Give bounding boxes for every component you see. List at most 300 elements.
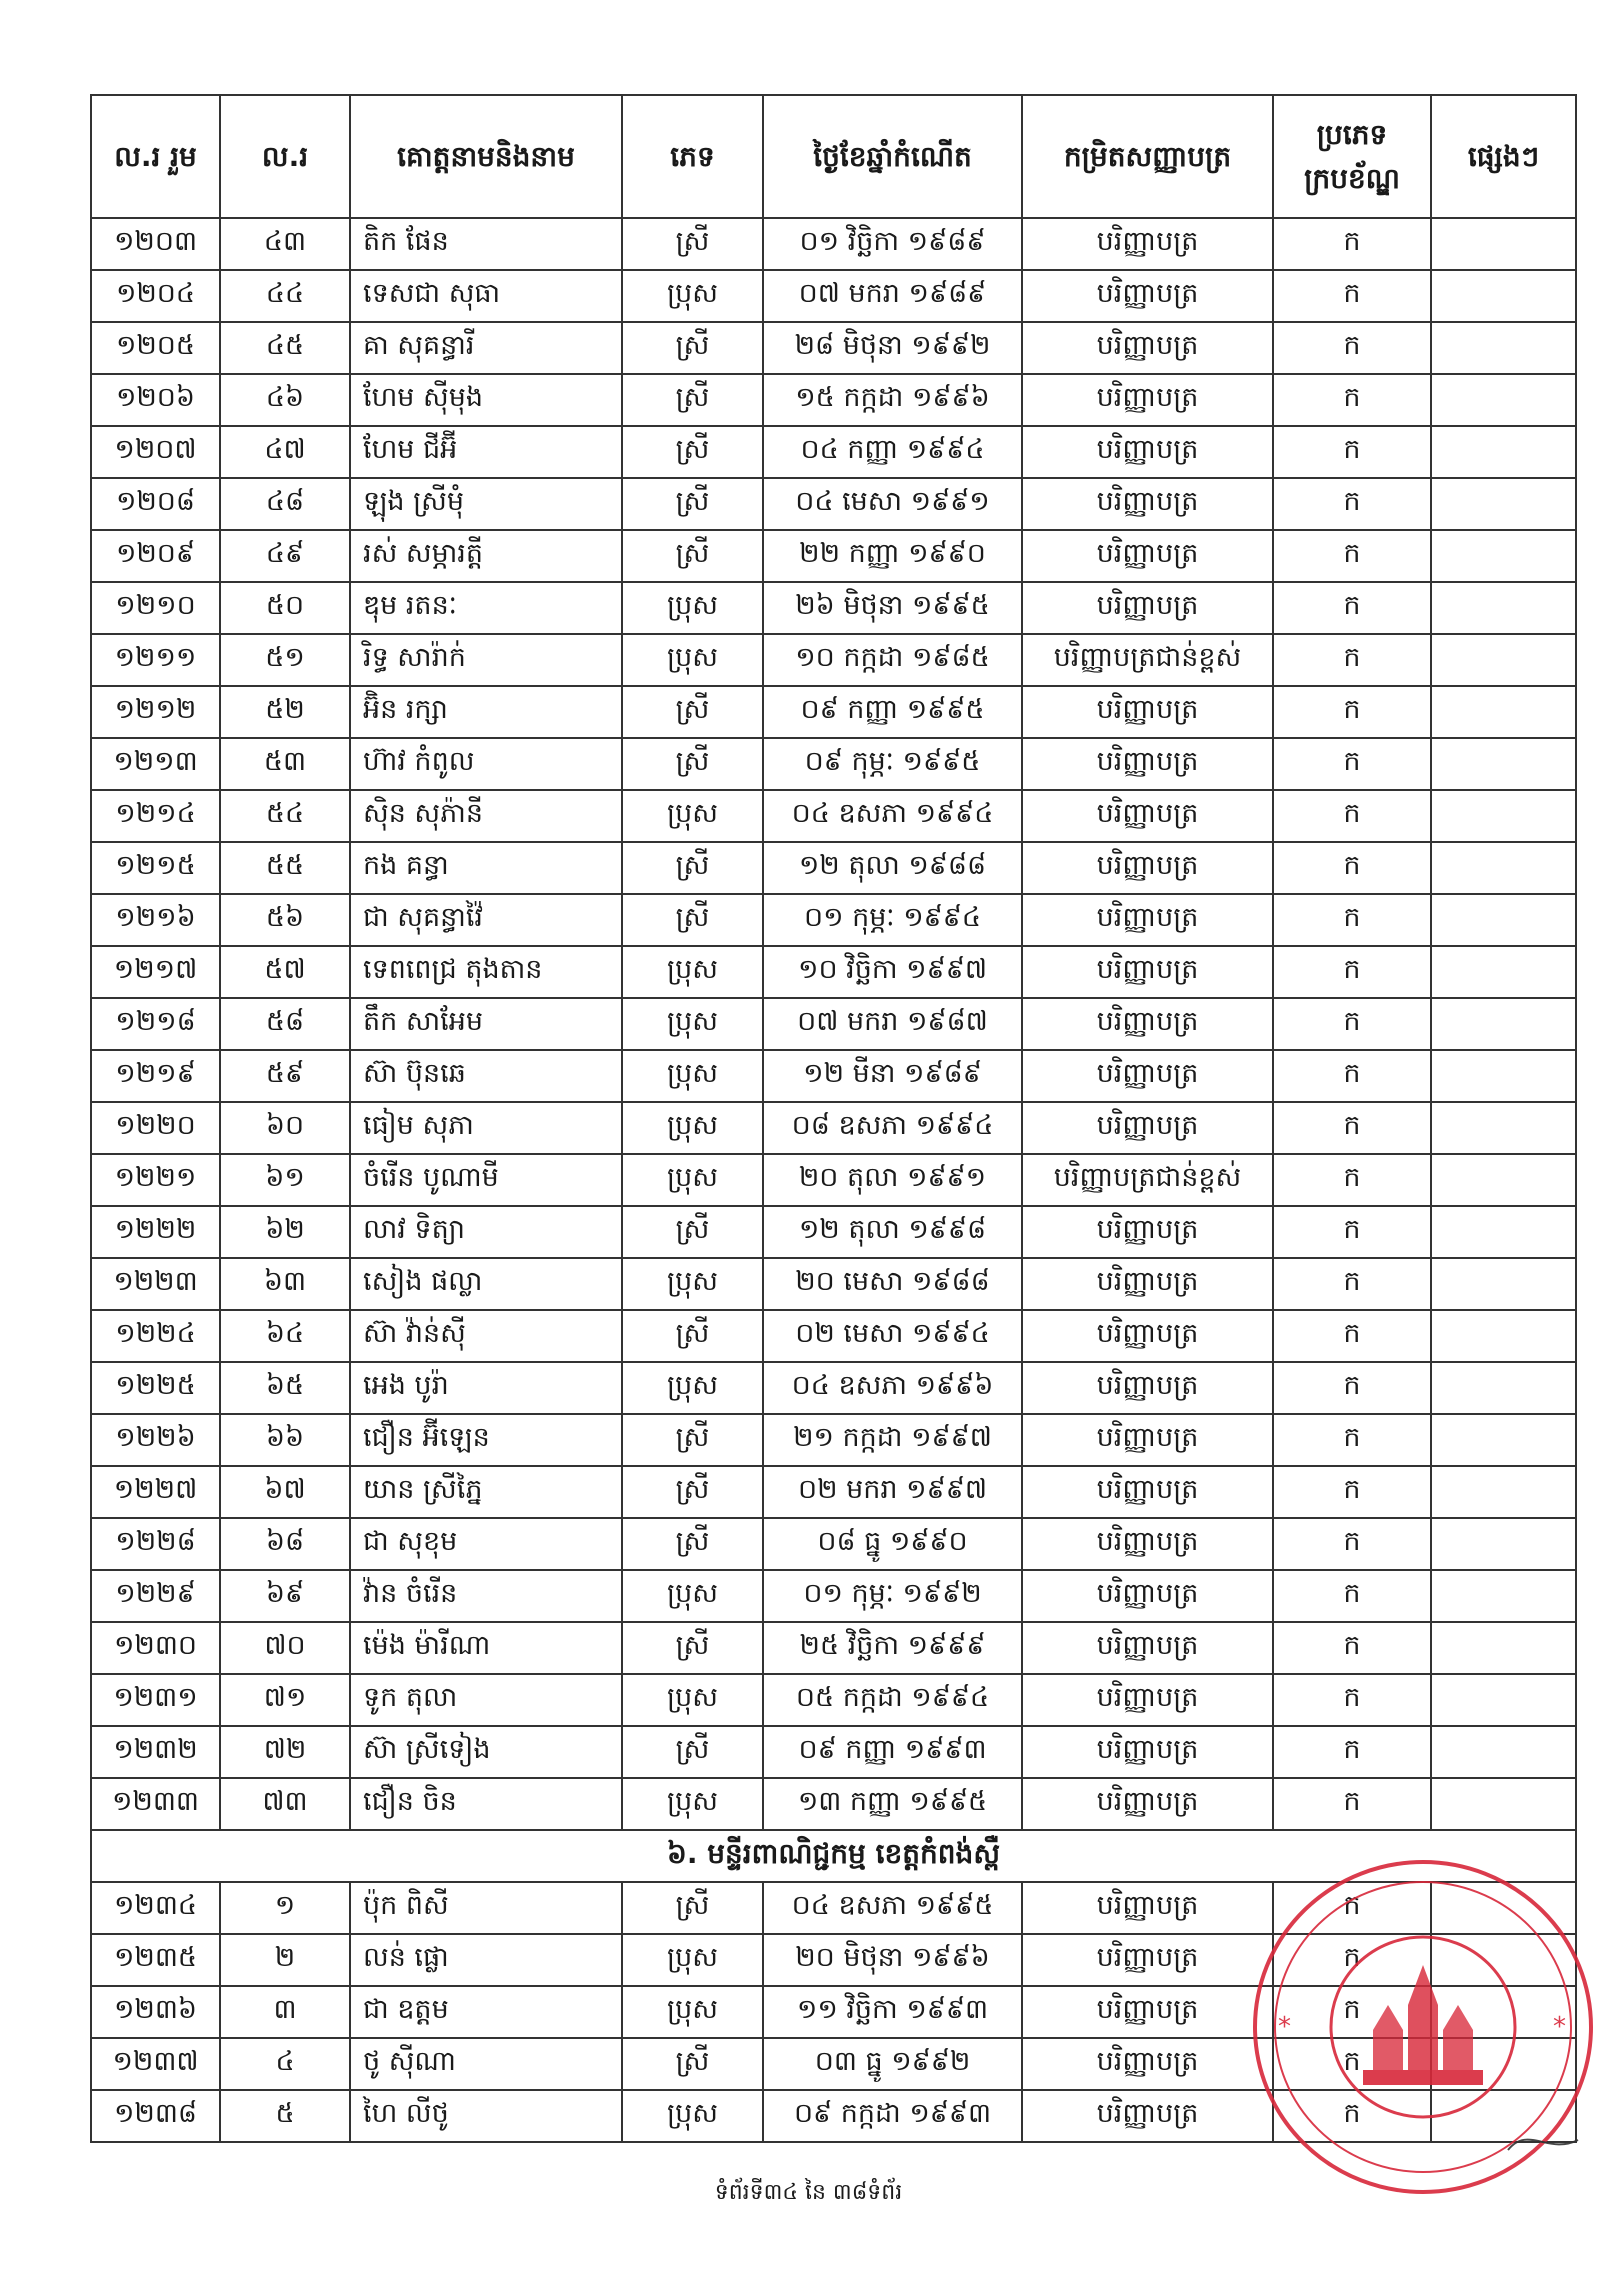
cell-gender: ប្រុស [622,790,763,842]
cell-birthdate: ០៩ កញ្ញា ១៩៩៣ [763,1726,1022,1778]
table-row [91,1466,1576,1518]
cell-degree: បរិញ្ញាបត្រ [1022,218,1273,270]
cell-gender: ប្រុស [622,1986,763,2038]
header-framework: ប្រភេទក្របខ័ណ្ឌ [1273,95,1431,218]
cell-name: ហៃ លីថូ [350,2090,622,2142]
cell-name: ស៊ា វ៉ាន់ស៊ី [350,1310,622,1362]
cell-no: ៥៧ [220,946,350,998]
table-row [91,1674,1576,1726]
cell-degree: បរិញ្ញាបត្រ [1022,1622,1273,1674]
cell-name: ស៊ា ប៊ុនឆេ [350,1050,622,1102]
table-row [91,790,1576,842]
cell-framework: ក [1273,270,1431,322]
cell-gender: ស្រី [622,1518,763,1570]
cell-birthdate: ០៤ កញ្ញា ១៩៩៤ [763,426,1022,478]
header-total-no: ល.រ រួម [91,95,220,218]
cell-other [1431,582,1576,634]
cell-other [1431,426,1576,478]
cell-birthdate: ២២ កញ្ញា ១៩៩០ [763,530,1022,582]
cell-no: ៧០ [220,1622,350,1674]
cell-degree: បរិញ្ញាបត្រ [1022,1362,1273,1414]
cell-total-no: ១២០៦ [91,374,220,426]
cell-no: ៦១ [220,1154,350,1206]
cell-gender: ស្រី [622,374,763,426]
cell-name: យាន ស្រីភ្នៃ [350,1466,622,1518]
cell-other [1431,374,1576,426]
cell-no: ៤ [220,2038,350,2090]
cell-other [1431,1258,1576,1310]
cell-degree: បរិញ្ញាបត្រ [1022,270,1273,322]
cell-degree: បរិញ្ញាបត្រ [1022,1778,1273,1830]
cell-no: ៥២ [220,686,350,738]
cell-framework: ក [1273,1310,1431,1362]
cell-no: ៦៦ [220,1414,350,1466]
cell-name: ជឿន អ៊ីឡេន [350,1414,622,1466]
cell-total-no: ១២០៤ [91,270,220,322]
table-row [91,1102,1576,1154]
cell-name: ជា សុខុម [350,1518,622,1570]
table-row [91,1206,1576,1258]
cell-gender: ប្រុស [622,2090,763,2142]
cell-gender: ប្រុស [622,634,763,686]
cell-no: ៥០ [220,582,350,634]
table-row [91,1050,1576,1102]
cell-total-no: ១២៣០ [91,1622,220,1674]
cell-total-no: ១២៣១ [91,1674,220,1726]
cell-framework: ក [1273,946,1431,998]
cell-other [1431,530,1576,582]
cell-degree: បរិញ្ញាបត្រ [1022,842,1273,894]
cell-total-no: ១២៣៧ [91,2038,220,2090]
cell-no: ៧១ [220,1674,350,1726]
cell-no: ៥៤ [220,790,350,842]
cell-total-no: ១២១២ [91,686,220,738]
cell-birthdate: ១០ វិច្ឆិកា ១៩៩៧ [763,946,1022,998]
cell-total-no: ១២១៣ [91,738,220,790]
cell-gender: ប្រុស [622,1934,763,1986]
cell-name: កង គន្ធា [350,842,622,894]
cell-birthdate: ១២ តុលា ១៩៩៨ [763,1206,1022,1258]
cell-framework: ក [1273,1570,1431,1622]
cell-birthdate: ០៤ ឧសភា ១៩៩៦ [763,1362,1022,1414]
cell-name: ម៉េង ម៉ារីណា [350,1622,622,1674]
cell-degree: បរិញ្ញាបត្រ [1022,1050,1273,1102]
cell-birthdate: ០៤ ឧសភា ១៩៩៥ [763,1882,1022,1934]
cell-framework: ក [1273,1206,1431,1258]
cell-total-no: ១២១៥ [91,842,220,894]
cell-other [1431,1518,1576,1570]
cell-birthdate: ២៦ មិថុនា ១៩៩៥ [763,582,1022,634]
cell-other [1431,1362,1576,1414]
cell-total-no: ១២២៤ [91,1310,220,1362]
cell-no: ៦០ [220,1102,350,1154]
header-birthdate: ថ្ងៃខែឆ្នាំកំណើត [763,95,1022,218]
table-row [91,686,1576,738]
cell-degree: បរិញ្ញាបត្រ [1022,1726,1273,1778]
cell-framework: ក [1273,478,1431,530]
cell-name: គា សុគន្ធារី [350,322,622,374]
cell-birthdate: ២៥ វិច្ឆិកា ១៩៩៩ [763,1622,1022,1674]
cell-framework: ក [1273,1674,1431,1726]
cell-degree: បរិញ្ញាបត្រ [1022,946,1273,998]
cell-name: ធៀម សុភា [350,1102,622,1154]
cell-degree: បរិញ្ញាបត្រ [1022,1102,1273,1154]
cell-gender: ស្រី [622,1206,763,1258]
cell-name: ឌុម រតនៈ [350,582,622,634]
cell-no: ៤៥ [220,322,350,374]
cell-gender: ប្រុស [622,946,763,998]
cell-total-no: ១២២៩ [91,1570,220,1622]
cell-no: ៦៤ [220,1310,350,1362]
cell-degree: បរិញ្ញាបត្រជាន់ខ្ពស់ [1022,1154,1273,1206]
cell-birthdate: ២០ មិថុនា ១៩៩៦ [763,1934,1022,1986]
cell-no: ៤៧ [220,426,350,478]
cell-total-no: ១២៣២ [91,1726,220,1778]
cell-gender: ប្រុស [622,1102,763,1154]
cell-birthdate: ០៨ ឧសភា ១៩៩៤ [763,1102,1022,1154]
cell-gender: ស្រី [622,1466,763,1518]
cell-gender: ប្រុស [622,1154,763,1206]
cell-name: ជឿន ចិន [350,1778,622,1830]
cell-no: ៤៦ [220,374,350,426]
cell-birthdate: ២០ មេសា ១៩៨៨ [763,1258,1022,1310]
cell-framework: ក [1273,1414,1431,1466]
cell-degree: បរិញ្ញាបត្រ [1022,1258,1273,1310]
table-row [91,426,1576,478]
cell-name: ជា សុគន្ធាវ៉ៃ [350,894,622,946]
page-footer: ទំព័រទី៣៤ នៃ ៣៨ទំព័រ [714,2180,903,2205]
cell-gender: ស្រី [622,530,763,582]
cell-framework: ក [1273,374,1431,426]
cell-no: ៥១ [220,634,350,686]
table-row [91,1258,1576,1310]
cell-degree: បរិញ្ញាបត្រ [1022,1882,1273,1934]
table-row [91,842,1576,894]
table-row [91,582,1576,634]
cell-framework: ក [1273,1518,1431,1570]
cell-other [1431,270,1576,322]
cell-total-no: ១២១៤ [91,790,220,842]
cell-no: ៥៩ [220,1050,350,1102]
cell-total-no: ១២០៨ [91,478,220,530]
table-row [91,322,1576,374]
table-row [91,1362,1576,1414]
cell-name: ជា ឧត្តម [350,1986,622,2038]
cell-name: ស៊ិន សុភ៉ានី [350,790,622,842]
cell-birthdate: ០៤ ឧសភា ១៩៩៤ [763,790,1022,842]
cell-framework: ក [1273,530,1431,582]
cell-birthdate: ០១ កុម្ភៈ ១៩៩៤ [763,894,1022,946]
cell-gender: ស្រី [622,478,763,530]
cell-gender: ស្រី [622,738,763,790]
cell-name: តឹក សាអែម [350,998,622,1050]
cell-birthdate: ០៧ មករា ១៩៨៩ [763,270,1022,322]
table-row [91,218,1576,270]
cell-total-no: ១២១០ [91,582,220,634]
cell-no: ១ [220,1882,350,1934]
cell-framework: ក [1273,1882,1431,1934]
cell-framework: ក [1273,738,1431,790]
cell-birthdate: ១០ កក្កដា ១៩៨៥ [763,634,1022,686]
cell-name: សៀង ផល្លា [350,1258,622,1310]
table-row [91,1622,1576,1674]
cell-framework: ក [1273,1102,1431,1154]
cell-gender: ប្រុស [622,582,763,634]
cell-degree: បរិញ្ញាបត្រ [1022,790,1273,842]
cell-total-no: ១២០៣ [91,218,220,270]
table-row [91,1154,1576,1206]
cell-birthdate: ០១ វិច្ឆិកា ១៩៨៩ [763,218,1022,270]
cell-no: ៦២ [220,1206,350,1258]
cell-name: រិទ្ធ សារ៉ាក់ [350,634,622,686]
cell-total-no: ១២២៣ [91,1258,220,1310]
cell-no: ៤៨ [220,478,350,530]
cell-total-no: ១២១១ [91,634,220,686]
table-row [91,946,1576,998]
cell-framework: ក [1273,1258,1431,1310]
cell-gender: ស្រី [622,1726,763,1778]
cell-no: ៥៣ [220,738,350,790]
cell-total-no: ១២៣៨ [91,2090,220,2142]
table-row [91,738,1576,790]
cell-other [1431,1570,1576,1622]
cell-gender: ប្រុស [622,1258,763,1310]
cell-birthdate: ០៩ កុម្ភៈ ១៩៩៥ [763,738,1022,790]
cell-degree: បរិញ្ញាបត្រ [1022,1518,1273,1570]
cell-total-no: ១២២១ [91,1154,220,1206]
cell-gender: ប្រុស [622,270,763,322]
cell-name: តិក ផែន [350,218,622,270]
cell-no: ៤៤ [220,270,350,322]
cell-gender: ស្រី [622,686,763,738]
official-seal-icon [1248,1855,1598,2200]
cell-total-no: ១២០៥ [91,322,220,374]
cell-total-no: ១២២៧ [91,1466,220,1518]
cell-other [1431,790,1576,842]
svg-text:*: * [1553,2012,1566,2042]
cell-name: លាវ ទិត្យា [350,1206,622,1258]
cell-gender: ប្រុស [622,1674,763,1726]
cell-total-no: ១២២០ [91,1102,220,1154]
cell-other [1431,1154,1576,1206]
cell-gender: ប្រុស [622,1362,763,1414]
svg-text:*: * [1278,2012,1291,2042]
cell-other [1431,634,1576,686]
cell-other [1431,1466,1576,1518]
cell-name: ស៊ា ស្រីទៀង [350,1726,622,1778]
cell-other [1431,1778,1576,1830]
cell-total-no: ១២០៩ [91,530,220,582]
table-row [91,530,1576,582]
cell-birthdate: ០២ មេសា ១៩៩៤ [763,1310,1022,1362]
cell-total-no: ១២៣៥ [91,1934,220,1986]
cell-other [1431,322,1576,374]
cell-birthdate: ០៤ មេសា ១៩៩១ [763,478,1022,530]
cell-no: ៦៧ [220,1466,350,1518]
table-row [91,1414,1576,1466]
cell-degree: បរិញ្ញាបត្រ [1022,1310,1273,1362]
cell-framework: ក [1273,1622,1431,1674]
cell-birthdate: ២១ កក្កដា ១៩៩៧ [763,1414,1022,1466]
header-name: គោត្តនាមនិងនាម [350,95,622,218]
cell-birthdate: ០៥ កក្កដា ១៩៩៤ [763,1674,1022,1726]
table-body-a [91,218,1576,1830]
table-row [91,1310,1576,1362]
cell-birthdate: ២៨ មិថុនា ១៩៩២ [763,322,1022,374]
cell-framework: ក [1273,998,1431,1050]
cell-framework: ក [1273,1154,1431,1206]
cell-no: ៥៦ [220,894,350,946]
cell-other [1431,218,1576,270]
cell-other [1431,1622,1576,1674]
cell-framework: ក [1273,1934,1431,1986]
cell-degree: បរិញ្ញាបត្រ [1022,530,1273,582]
cell-framework: ក [1273,686,1431,738]
cell-name: ហែម ជីអ៊ី [350,426,622,478]
cell-degree: បរិញ្ញាបត្រ [1022,478,1273,530]
cell-gender: ស្រី [622,1414,763,1466]
cell-birthdate: ០៨ ធ្នូ ១៩៩០ [763,1518,1022,1570]
cell-no: ៦៩ [220,1570,350,1622]
table-row [91,634,1576,686]
cell-framework: ក [1273,218,1431,270]
cell-framework: ក [1273,1362,1431,1414]
cell-degree: បរិញ្ញាបត្រ [1022,998,1273,1050]
cell-total-no: ១២០៧ [91,426,220,478]
cell-name: ឡុង ស្រីមុំ [350,478,622,530]
cell-degree: បរិញ្ញាបត្រ [1022,1570,1273,1622]
cell-other [1431,1674,1576,1726]
cell-gender: ប្រុស [622,1778,763,1830]
cell-name: រស់ សម្ភារត្តី [350,530,622,582]
cell-framework: ក [1273,2038,1431,2090]
cell-gender: ប្រុស [622,1570,763,1622]
cell-name: ទូក តុលា [350,1674,622,1726]
cell-degree: បរិញ្ញាបត្រ [1022,374,1273,426]
cell-other [1431,1050,1576,1102]
cell-total-no: ១២១៧ [91,946,220,998]
cell-other [1431,478,1576,530]
cell-framework: ក [1273,2090,1431,2142]
cell-framework: ក [1273,426,1431,478]
cell-degree: បរិញ្ញាបត្រ [1022,686,1273,738]
cell-birthdate: ០៧ មករា ១៩៨៧ [763,998,1022,1050]
cell-no: ៧២ [220,1726,350,1778]
table-row [91,894,1576,946]
cell-no: ៥ [220,2090,350,2142]
cell-name: វ៉ាន ចំរើន [350,1570,622,1622]
cell-name: លន់ ផ្លោ [350,1934,622,1986]
cell-other [1431,894,1576,946]
cell-no: ៤៣ [220,218,350,270]
cell-gender: ស្រី [622,894,763,946]
cell-total-no: ១២១៩ [91,1050,220,1102]
cell-degree: បរិញ្ញាបត្រ [1022,1206,1273,1258]
cell-degree: បរិញ្ញាបត្រ [1022,582,1273,634]
cell-other [1431,738,1576,790]
cell-gender: ស្រី [622,2038,763,2090]
cell-total-no: ១២២៦ [91,1414,220,1466]
cell-other [1431,1206,1576,1258]
header-no: ល.រ [220,95,350,218]
section-title: ៦. មន្ទីរពាណិជ្ជកម្ម ខេត្តកំពង់ស្ពឺ [91,1830,1576,1882]
cell-name: ហ៊ាវ កំពូល [350,738,622,790]
cell-birthdate: ១១ វិច្ឆិកា ១៩៩៣ [763,1986,1022,2038]
cell-degree: បរិញ្ញាបត្រ [1022,1466,1273,1518]
cell-framework: ក [1273,1986,1431,2038]
table-header-row [91,95,1576,218]
cell-framework: ក [1273,634,1431,686]
cell-no: ៤៩ [220,530,350,582]
cell-other [1431,998,1576,1050]
table-row [91,1518,1576,1570]
cell-other [1431,1726,1576,1778]
cell-framework: ក [1273,842,1431,894]
cell-framework: ក [1273,1050,1431,1102]
cell-no: ៦៨ [220,1518,350,1570]
cell-framework: ក [1273,1726,1431,1778]
cell-no: ៦៣ [220,1258,350,1310]
cell-total-no: ១២៣៤ [91,1882,220,1934]
cell-gender: ស្រី [622,1882,763,1934]
cell-name: ចំរើន បូណាមី [350,1154,622,1206]
cell-degree: បរិញ្ញាបត្រ [1022,322,1273,374]
table-row [91,1778,1576,1830]
header-other: ផ្សេងៗ [1431,95,1576,218]
cell-total-no: ១២២២ [91,1206,220,1258]
cell-other [1431,1310,1576,1362]
cell-degree: បរិញ្ញាបត្រ [1022,894,1273,946]
header-degree: កម្រិតសញ្ញាបត្រ [1022,95,1273,218]
cell-total-no: ១២២៥ [91,1362,220,1414]
cell-other [1431,686,1576,738]
cell-total-no: ១២២៨ [91,1518,220,1570]
cell-degree: បរិញ្ញាបត្រជាន់ខ្ពស់ [1022,634,1273,686]
cell-framework: ក [1273,1778,1431,1830]
cell-degree: បរិញ្ញាបត្រ [1022,1934,1273,1986]
cell-gender: ស្រី [622,426,763,478]
table-row [91,1570,1576,1622]
header-gender: ភេទ [622,95,763,218]
cell-total-no: ១២១៦ [91,894,220,946]
cell-other [1431,842,1576,894]
cell-degree: បរិញ្ញាបត្រ [1022,1414,1273,1466]
cell-name: ទេពពេជ្រ តុងតាន [350,946,622,998]
cell-no: ៦៥ [220,1362,350,1414]
cell-gender: ប្រុស [622,998,763,1050]
cell-birthdate: ២០ តុលា ១៩៩១ [763,1154,1022,1206]
cell-no: ៥៥ [220,842,350,894]
cell-other [1431,1102,1576,1154]
cell-birthdate: ០៩ កក្កដា ១៩៩៣ [763,2090,1022,2142]
cell-degree: បរិញ្ញាបត្រ [1022,2038,1273,2090]
cell-framework: ក [1273,582,1431,634]
cell-gender: ស្រី [622,1622,763,1674]
cell-degree: បរិញ្ញាបត្រ [1022,738,1273,790]
cell-name: ទេសជា សុធា [350,270,622,322]
cell-gender: ស្រី [622,218,763,270]
table-row [91,270,1576,322]
cell-gender: ស្រី [622,322,763,374]
cell-framework: ក [1273,1466,1431,1518]
cell-degree: បរិញ្ញាបត្រ [1022,426,1273,478]
cell-total-no: ១២៣៦ [91,1986,220,2038]
cell-total-no: ១២១៨ [91,998,220,1050]
cell-birthdate: ១៥ កក្កដា ១៩៩៦ [763,374,1022,426]
cell-birthdate: ១៣ កញ្ញា ១៩៩៥ [763,1778,1022,1830]
cell-no: ៣ [220,1986,350,2038]
cell-birthdate: ១២ តុលា ១៩៨៨ [763,842,1022,894]
